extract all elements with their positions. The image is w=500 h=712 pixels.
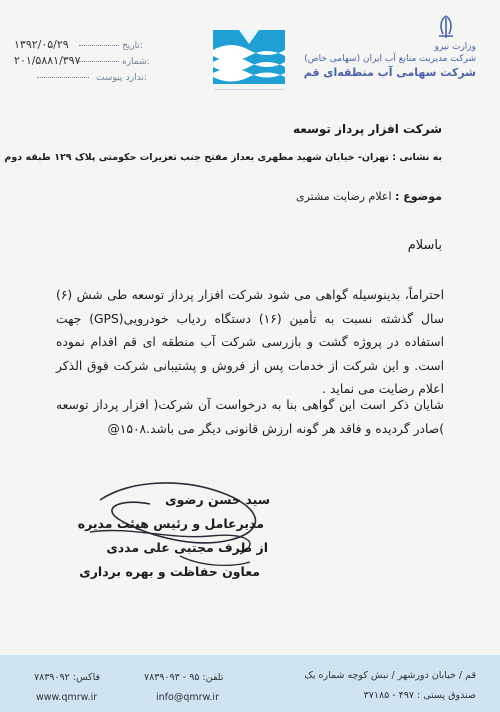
number-value: ۲۰۱/۵۸۸۱/۳۹۷ bbox=[14, 54, 81, 67]
water-logo-icon bbox=[213, 30, 285, 84]
attachment-label: پیوست: bbox=[96, 73, 147, 83]
header-divider bbox=[214, 89, 284, 90]
footer-address: قم / خیابان دورشهر / نبش کوچه شماره یک bbox=[304, 670, 476, 681]
attachment-row bbox=[14, 70, 147, 83]
date-value: ۱۳۹۲/۰۵/۲۹ bbox=[14, 38, 69, 51]
footer-postal-box: صندوق پستی : ۴۹۷ - ۳۷۱۸۵ bbox=[363, 690, 476, 701]
footer-website[interactable]: www.qmrw.ir bbox=[36, 692, 98, 703]
org-parent-company: شرکت مدیریت منابع آب ایران (سهامی خاص) bbox=[304, 54, 476, 64]
body-paragraph-2: شایان ذکر است این گواهی بنا به درخواست آن شرکت( افزار پرداز توسعه )صادر گردیده و فاقد هر گونه ارزش قانونی دیگر می باشد.۱۵۰۸@ bbox=[56, 398, 444, 436]
org-company: شرکت سهامی آب منطقه‌ای قم bbox=[303, 66, 476, 79]
org-ministry: وزارت نیرو bbox=[434, 42, 476, 52]
greeting: باسلام bbox=[407, 238, 442, 253]
subject bbox=[296, 190, 442, 203]
subject-label: موضوع : bbox=[395, 190, 442, 203]
footer-phone: تلفن: ۹۵ - ۷۸۳۹۰۹۳ bbox=[144, 672, 224, 683]
date-label: تاریخ: bbox=[122, 41, 143, 51]
number-label: شماره: bbox=[122, 57, 150, 67]
footer-email[interactable]: info@qmrw.ir bbox=[156, 692, 219, 703]
footer-band bbox=[0, 655, 500, 712]
signatory-deputy-title: معاون حفاظت و بهره برداری bbox=[79, 564, 260, 579]
subject-text: اعلام رضایت مشتری bbox=[295, 190, 392, 203]
signatory-behalf: از طرف مجتبی علی مددی bbox=[106, 540, 268, 555]
ministry-emblem-icon bbox=[434, 14, 458, 40]
body-paragraph-1: احتراماً، بدینوسیله گواهی می شود شرکت افزار پرداز توسعه طی شش (۶) سال گذشته نسبت به تأمین (۱۶) دستگاه ردیاب خودرویی(GPS) جهت استفاده در پروژه گشت و بازرسی شرکت آب منطقه ای قم اقدام نموده است. و این شرکت از خدمات پس از فروش و پشتیبانی شرکت فوق الذکر اعلام رضایت می نماید . bbox=[56, 288, 444, 396]
number-row bbox=[14, 54, 150, 67]
signatory-title: مدیرعامل و رئیس هیئت مدیره bbox=[77, 516, 264, 531]
attachment-value: ندارد bbox=[125, 73, 144, 83]
date-row bbox=[14, 38, 143, 51]
signatory-name: سید حسن رضوی bbox=[165, 492, 270, 507]
recipient-address: به نشانی : تهران- خیابان شهید مطهری بعداز مفتح جنب تعزیرات حکومتی پلاک ۱۲۹ طبقه دوم bbox=[4, 152, 442, 163]
recipient: شرکت افزار پرداز توسعه bbox=[293, 122, 442, 136]
footer-fax: فاکس: ۷۸۳۹۰۹۲ bbox=[34, 672, 101, 683]
